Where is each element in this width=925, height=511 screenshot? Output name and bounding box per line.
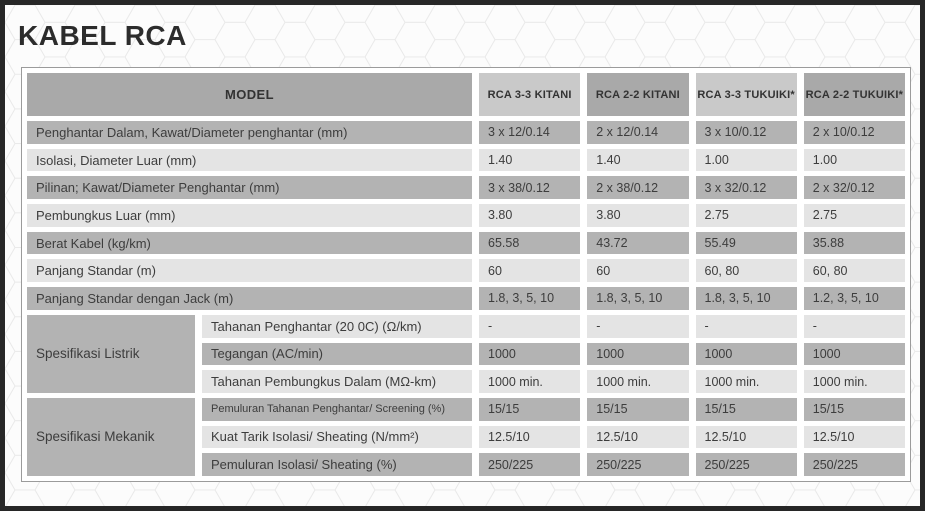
column-header: RCA 2-2 KITANI	[587, 73, 688, 116]
data-cell: 15/15	[804, 398, 905, 421]
row-label: Pemuluran Tahanan Penghantar/ Screening (%)	[202, 398, 472, 421]
data-cell: -	[587, 315, 688, 338]
row-label: Pemuluran Isolasi/ Sheating (%)	[202, 453, 472, 476]
column-header: RCA 2-2 TUKUIKI*	[804, 73, 905, 116]
data-cell: 1000 min.	[804, 370, 905, 393]
row-label: Pilinan; Kawat/Diameter Penghantar (mm)	[27, 176, 472, 199]
data-cell: 250/225	[804, 453, 905, 476]
row-label: Tegangan (AC/min)	[202, 343, 472, 366]
data-cell: 250/225	[696, 453, 797, 476]
data-cell: 65.58	[479, 232, 580, 255]
data-cell: 250/225	[587, 453, 688, 476]
spec-table	[27, 73, 905, 476]
data-cell: 3.80	[587, 204, 688, 227]
data-cell: 35.88	[804, 232, 905, 255]
row-label: Panjang Standar (m)	[27, 259, 472, 282]
column-header: RCA 3-3 KITANI	[479, 73, 580, 116]
data-cell: 2 x 38/0.12	[587, 176, 688, 199]
data-cell: 15/15	[696, 398, 797, 421]
data-cell: 1000	[587, 343, 688, 366]
data-cell: 1000 min.	[587, 370, 688, 393]
row-label: Penghantar Dalam, Kawat/Diameter penghantar (mm)	[27, 121, 472, 144]
data-cell: 15/15	[587, 398, 688, 421]
data-cell: 1000	[804, 343, 905, 366]
data-cell: 1.8, 3, 5, 10	[587, 287, 688, 310]
row-label: Panjang Standar dengan Jack (m)	[27, 287, 472, 310]
data-cell: 2 x 12/0.14	[587, 121, 688, 144]
row-label: Kuat Tarik Isolasi/ Sheating (N/mm²)	[202, 426, 472, 449]
data-cell: 12.5/10	[696, 426, 797, 449]
data-cell: 3.80	[479, 204, 580, 227]
data-cell: 1000	[696, 343, 797, 366]
data-cell: -	[696, 315, 797, 338]
data-cell: 55.49	[696, 232, 797, 255]
data-cell: 43.72	[587, 232, 688, 255]
data-cell: 60, 80	[804, 259, 905, 282]
model-header: MODEL	[27, 73, 472, 116]
data-cell: 12.5/10	[804, 426, 905, 449]
data-cell: 3 x 38/0.12	[479, 176, 580, 199]
data-cell: 1.00	[804, 149, 905, 172]
data-cell: 3 x 32/0.12	[696, 176, 797, 199]
row-label: Isolasi, Diameter Luar (mm)	[27, 149, 472, 172]
page-title: KABEL RCA	[18, 20, 187, 51]
data-cell: 3 x 12/0.14	[479, 121, 580, 144]
group-label: Spesifikasi Listrik	[27, 315, 195, 393]
row-label: Pembungkus Luar (mm)	[27, 204, 472, 227]
data-cell: 2.75	[804, 204, 905, 227]
data-cell: 12.5/10	[587, 426, 688, 449]
data-cell: 1.8, 3, 5, 10	[479, 287, 580, 310]
data-cell: 2 x 32/0.12	[804, 176, 905, 199]
group-label: Spesifikasi Mekanik	[27, 398, 195, 476]
data-cell: 250/225	[479, 453, 580, 476]
data-cell: 1000	[479, 343, 580, 366]
spec-table-panel	[21, 67, 911, 482]
data-cell: 60	[479, 259, 580, 282]
data-cell: 15/15	[479, 398, 580, 421]
column-header: RCA 3-3 TUKUIKI*	[696, 73, 797, 116]
data-cell: 1.40	[479, 149, 580, 172]
data-cell: 1000 min.	[479, 370, 580, 393]
data-cell: 1.40	[587, 149, 688, 172]
data-cell: 1000 min.	[696, 370, 797, 393]
row-label: Berat Kabel (kg/km)	[27, 232, 472, 255]
row-label: Tahanan Pembungkus Dalam (MΩ-km)	[202, 370, 472, 393]
data-cell: 2 x 10/0.12	[804, 121, 905, 144]
data-cell: 2.75	[696, 204, 797, 227]
data-cell: 1.2, 3, 5, 10	[804, 287, 905, 310]
data-cell: -	[804, 315, 905, 338]
data-cell: 60, 80	[696, 259, 797, 282]
data-cell: 1.00	[696, 149, 797, 172]
row-label: Tahanan Penghantar (20 0C) (Ω/km)	[202, 315, 472, 338]
data-cell: -	[479, 315, 580, 338]
data-cell: 1.8, 3, 5, 10	[696, 287, 797, 310]
data-cell: 3 x 10/0.12	[696, 121, 797, 144]
data-cell: 60	[587, 259, 688, 282]
data-cell: 12.5/10	[479, 426, 580, 449]
